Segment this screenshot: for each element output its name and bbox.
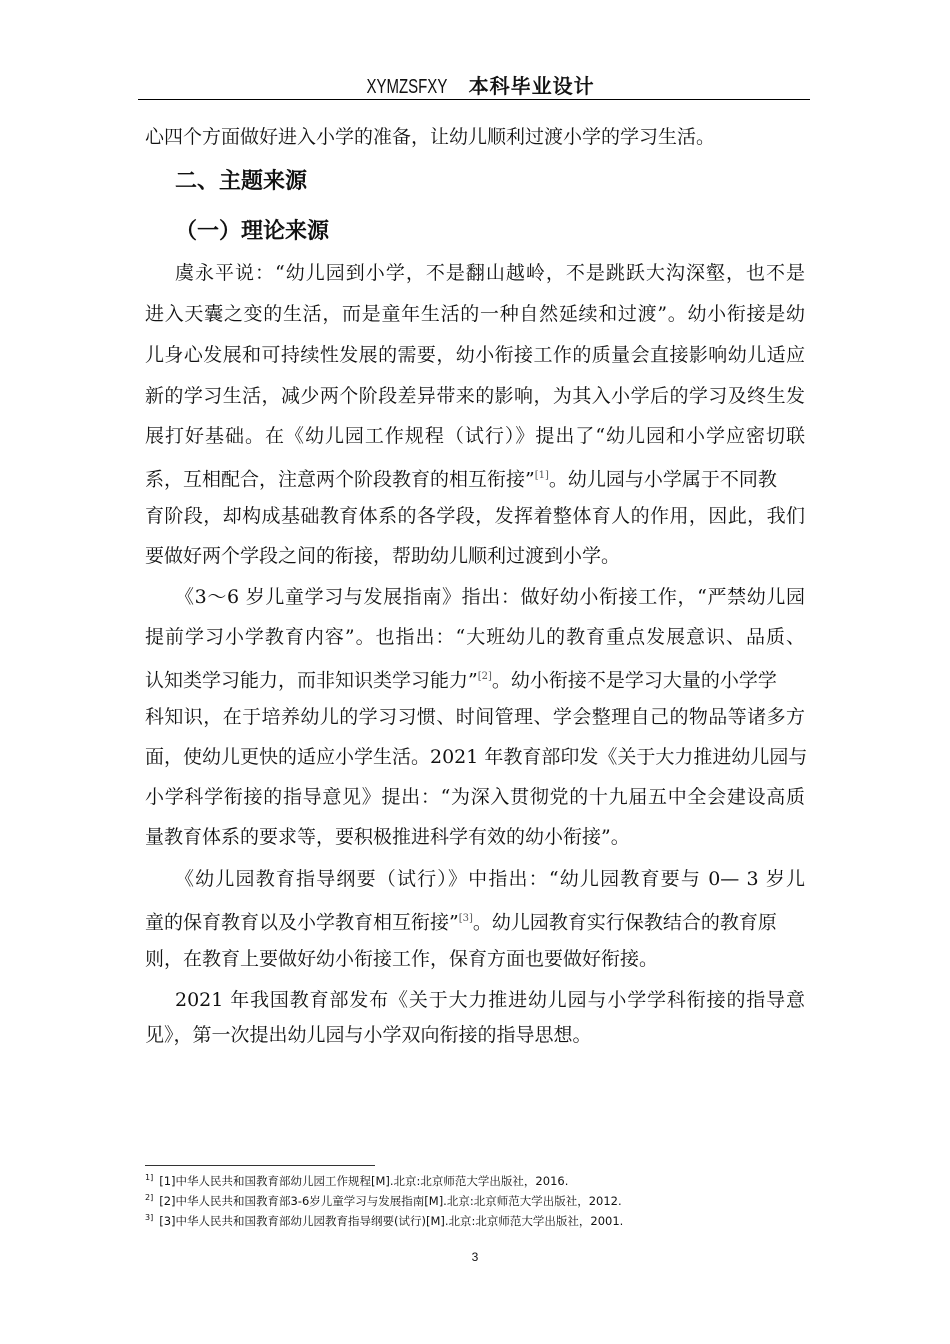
text-line: 则，在教育上要做好幼小衔接工作，保育方面也要做好衔接。 bbox=[145, 948, 659, 970]
text-line: 育阶段，却构成基础教育体系的各学段，发挥着整体育人的作用，因此，我们 bbox=[145, 505, 805, 527]
footnote bbox=[145, 1213, 623, 1229]
text-line: 见》，第一次提出幼儿园与小学双向衔接的指导思想。 bbox=[145, 1024, 592, 1046]
text-segment: 。幼儿园教育实行保教结合的教育原 bbox=[472, 911, 777, 934]
text-segment: 。幼小衔接不是学习大量的小学学 bbox=[491, 669, 777, 692]
footnote-text: [1]中华人民共和国教育部幼儿园工作规程[M].北京:北京师范大学出版社，2016. bbox=[159, 1174, 569, 1188]
subsection-heading: （一）理论来源 bbox=[175, 219, 330, 244]
footnote-mark: 3] bbox=[145, 1213, 154, 1222]
text-line bbox=[145, 665, 805, 692]
text-line bbox=[145, 907, 805, 934]
text-line: 提前学习小学教育内容”。也指出：“大班幼儿的教育重点发展意识、品质、 bbox=[145, 626, 805, 648]
text-segment: 认知类学习能力，而非知识类学习能力” bbox=[145, 669, 478, 692]
page-number: 3 bbox=[471, 1250, 479, 1264]
header-title: 本科毕业设计 bbox=[468, 74, 595, 98]
header-code: XYMZSFXY bbox=[366, 76, 448, 98]
text-line: 新的学习生活，减少两个阶段差异带来的影响，为其入小学后的学习及终生发 bbox=[145, 385, 805, 407]
page-header bbox=[138, 70, 810, 99]
text-line: 《3～6 岁儿童学习与发展指南》指出：做好幼小衔接工作，“严禁幼儿园 bbox=[175, 586, 805, 608]
footnote-mark: 2] bbox=[145, 1193, 154, 1202]
text-line: 心四个方面做好进入小学的准备，让幼儿顺利过渡小学的学习生活。 bbox=[145, 126, 716, 148]
footnote bbox=[145, 1173, 568, 1189]
text-line: 虞永平说：“幼儿园到小学，不是翻山越岭，不是跳跃大沟深壑，也不是 bbox=[175, 262, 805, 284]
footnote-text: [2]中华人民共和国教育部3-6岁儿童学习与发展指南[M].北京:北京师范大学出版社，2012. bbox=[159, 1194, 622, 1208]
text-segment: 系，互相配合，注意两个阶段教育的相互衔接” bbox=[145, 468, 535, 491]
header-rule bbox=[138, 99, 810, 100]
text-line: 进入天囊之变的生活，而是童年生活的一种自然延续和过渡”。幼小衔接是幼 bbox=[145, 303, 805, 325]
citation-ref: [2] bbox=[477, 671, 492, 682]
text-line bbox=[145, 464, 805, 491]
text-line: 展打好基础。在《幼儿园工作规程（试行）》提出了“幼儿园和小学应密切联 bbox=[145, 425, 805, 447]
footnote-mark: 1] bbox=[145, 1173, 154, 1182]
text-line: 面，使幼儿更快的适应小学生活。2021 年教育部印发《关于大力推进幼儿园与 bbox=[145, 746, 808, 768]
text-line: 要做好两个学段之间的衔接，帮助幼儿顺利过渡到小学。 bbox=[145, 545, 621, 567]
text-line: 科知识，在于培养幼儿的学习习惯、时间管理、学会整理自己的物品等诸多方 bbox=[145, 706, 805, 728]
text-line: 儿身心发展和可持续性发展的需要，幼小衔接工作的质量会直接影响幼儿适应 bbox=[145, 344, 805, 366]
citation-ref: [1] bbox=[534, 470, 549, 481]
text-segment: 童的保育教育以及小学教育相互衔接” bbox=[145, 911, 459, 934]
footnote-rule bbox=[145, 1165, 375, 1166]
footnote-text: [3]中华人民共和国教育部幼儿园教育指导纲要(试行)[M].北京:北京师范大学出版社，2001. bbox=[159, 1214, 624, 1228]
text-line: 量教育体系的要求等，要积极推进科学有效的幼小衔接”。 bbox=[145, 826, 630, 848]
section-heading: 二、主题来源 bbox=[175, 169, 308, 194]
text-line: 《幼儿园教育指导纲要（试行）》中指出：“幼儿园教育要与 0— 3 岁儿 bbox=[175, 868, 805, 890]
text-line: 小学科学衔接的指导意见》提出：“为深入贯彻党的十九届五中全会建设高质 bbox=[145, 786, 805, 808]
text-segment: 。幼儿园与小学属于不同教 bbox=[548, 468, 777, 491]
footnote bbox=[145, 1193, 622, 1209]
citation-ref: [3] bbox=[458, 913, 473, 924]
text-line: 2021 年我国教育部发布《关于大力推进幼儿园与小学学科衔接的指导意 bbox=[175, 989, 805, 1011]
